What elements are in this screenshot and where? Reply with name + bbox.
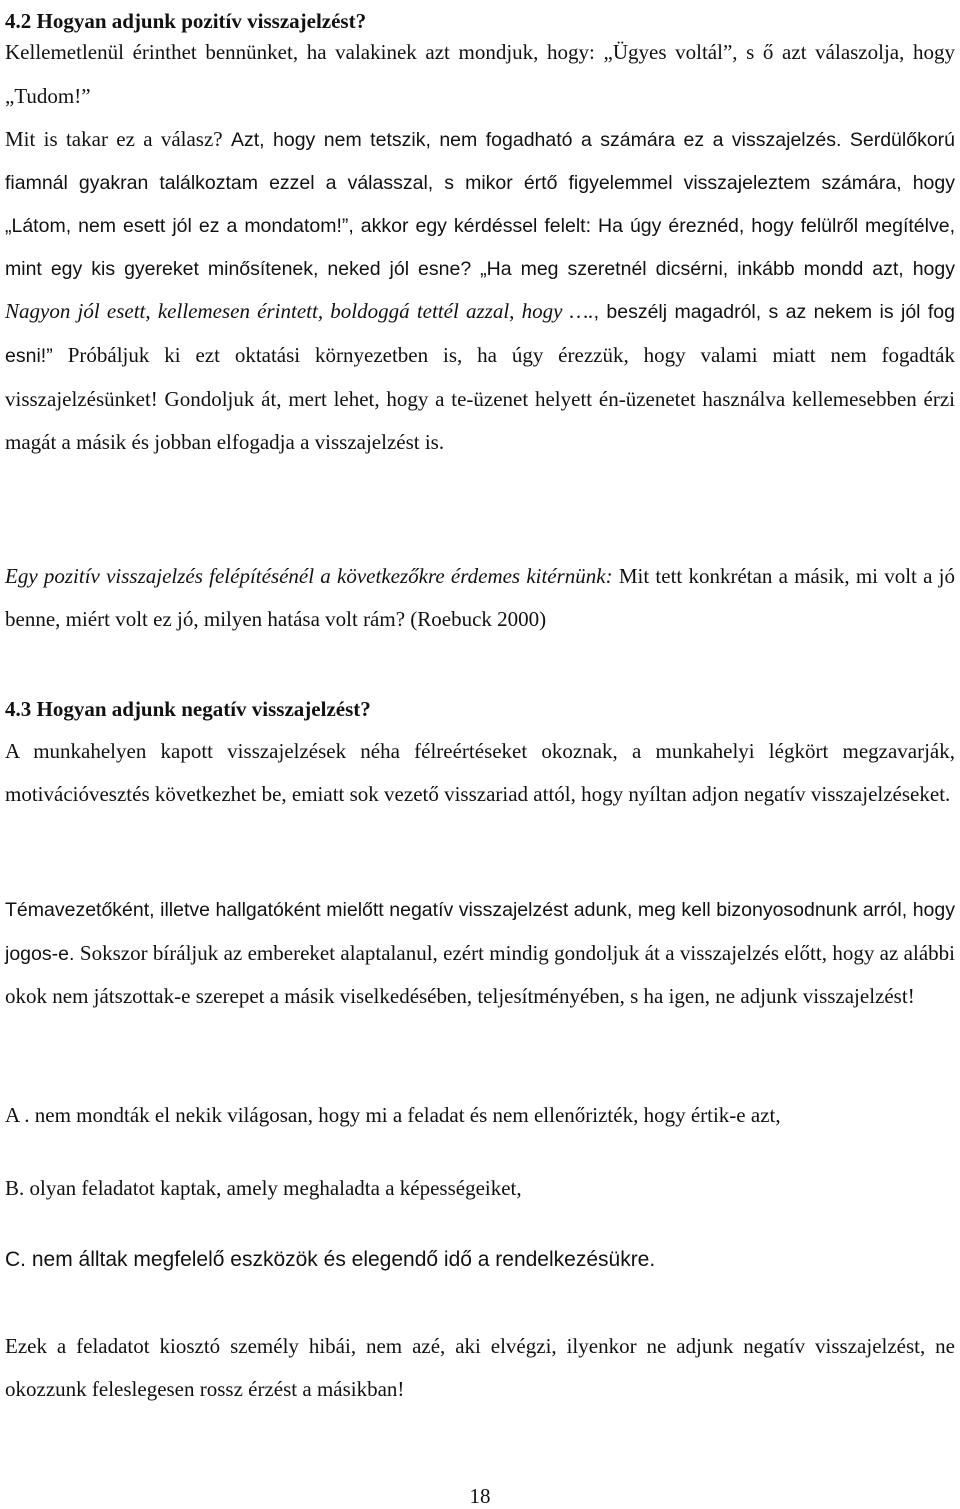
section-heading-4-2: 4.2 Hogyan adjunk pozitív visszajelzést? <box>5 9 367 33</box>
text-run: Mit tett konkrétan a másik, mi volt a jó benne, miért volt ez jó, milyen hatása volt rám? (Roebuck 2000) <box>5 564 955 631</box>
text-run: Mit is takar ez a válasz? <box>5 127 231 152</box>
paragraph-positive-feedback <box>5 31 955 465</box>
text-run-italic: Egy pozitív visszajelzés felépítésénél a következőkre érdemes kitérnünk: <box>5 564 613 588</box>
text-run: Próbáljuk ki ezt oktatási környezetben is, ha úgy érezzük, hogy valami miatt nem fogadták visszajelzésünket! <box>5 342 955 411</box>
section-heading-4-3: 4.3 Hogyan adjunk negatív visszajelzést? <box>5 697 371 721</box>
text-run: Azt, hogy nem tetszik, nem fogadható a számára ez a visszajelzés. Serdülőkorú fiamnál gyakran találkoztam ezzel a válasszal, s mikor értő figyelemmel visszajeleztem számára, hogy „Látom, nem esett jól ez a mondatom!”, akkor egy kérdéssel felelt: Ha úgy éreznéd, hogy felülről megítélve, mint egy kis gyereket minősítenek, neked jól esne? „Ha meg szeretnél dicsérni, inkább mondd azt, hogy <box>5 129 956 280</box>
paragraph-negative-check <box>5 889 955 1019</box>
paragraph-negative-intro: A munkahelyen kapott visszajelzések néha félreértéseket okoznak, a munkahelyi légkört megzavarják, motivációvesztés következhet be, emiatt sok vezető visszariad attól, hogy nyíltan adjon negatív visszajelzéseket. <box>5 739 955 806</box>
list-item-b: B. olyan feladatot kaptak, amely meghaladta a képességeiket, <box>5 1176 522 1200</box>
list-item-c: C. nem álltak megfelelő eszközök és elegendő idő a rendelkezésükre. <box>5 1248 656 1271</box>
page-number: 18 <box>469 1484 491 1508</box>
text-run: , beszélj magadról, s az nekem is jól fog esni!” <box>5 301 955 367</box>
paragraph-positive-structure <box>5 555 955 640</box>
text-run: Kellemetlenül érinthet bennünket, ha valakinek azt mondjuk, hogy: „Ügyes voltál”, s ő azt válaszolja, hogy „Tudom!” <box>5 40 955 108</box>
text-run: Gondoljuk át, mert lehet, hogy a te-üzenet helyett én-üzenetet használva kellemesebben érzi magát a másik és jobban elfogadja a visszajelzést is. <box>5 386 955 455</box>
list-item-a: A . nem mondták el nekik világosan, hogy mi a feladat és nem ellenőrizték, hogy értik-e azt, <box>5 1103 781 1127</box>
text-run-italic: Nagyon jól esett, kellemesen érintett, boldoggá tettél azzal, hogy …. <box>5 299 594 324</box>
text-run: Témavezetőként, illetve hallgatóként mielőtt negatív visszajelzést adunk, meg kell bizonyosodnunk arról, hogy jogos-e. <box>5 899 955 965</box>
paragraph-negative-conclusion: Ezek a feladatot kiosztó személy hibái, nem azé, aki elvégzi, ilyenkor ne adjunk negatív visszajelzést, ne okozzunk feleslegesen rossz érzést a másikban! <box>5 1334 955 1401</box>
text-run: Sokszor bíráljuk az embereket alaptalanul, ezért mindig gondoljuk át a visszajelzés előtt, hogy az alábbi okok nem játszottak-e szerepet a másik viselkedésében, teljesítményében, s ha igen, ne adjunk visszajelzést! <box>5 940 955 1009</box>
